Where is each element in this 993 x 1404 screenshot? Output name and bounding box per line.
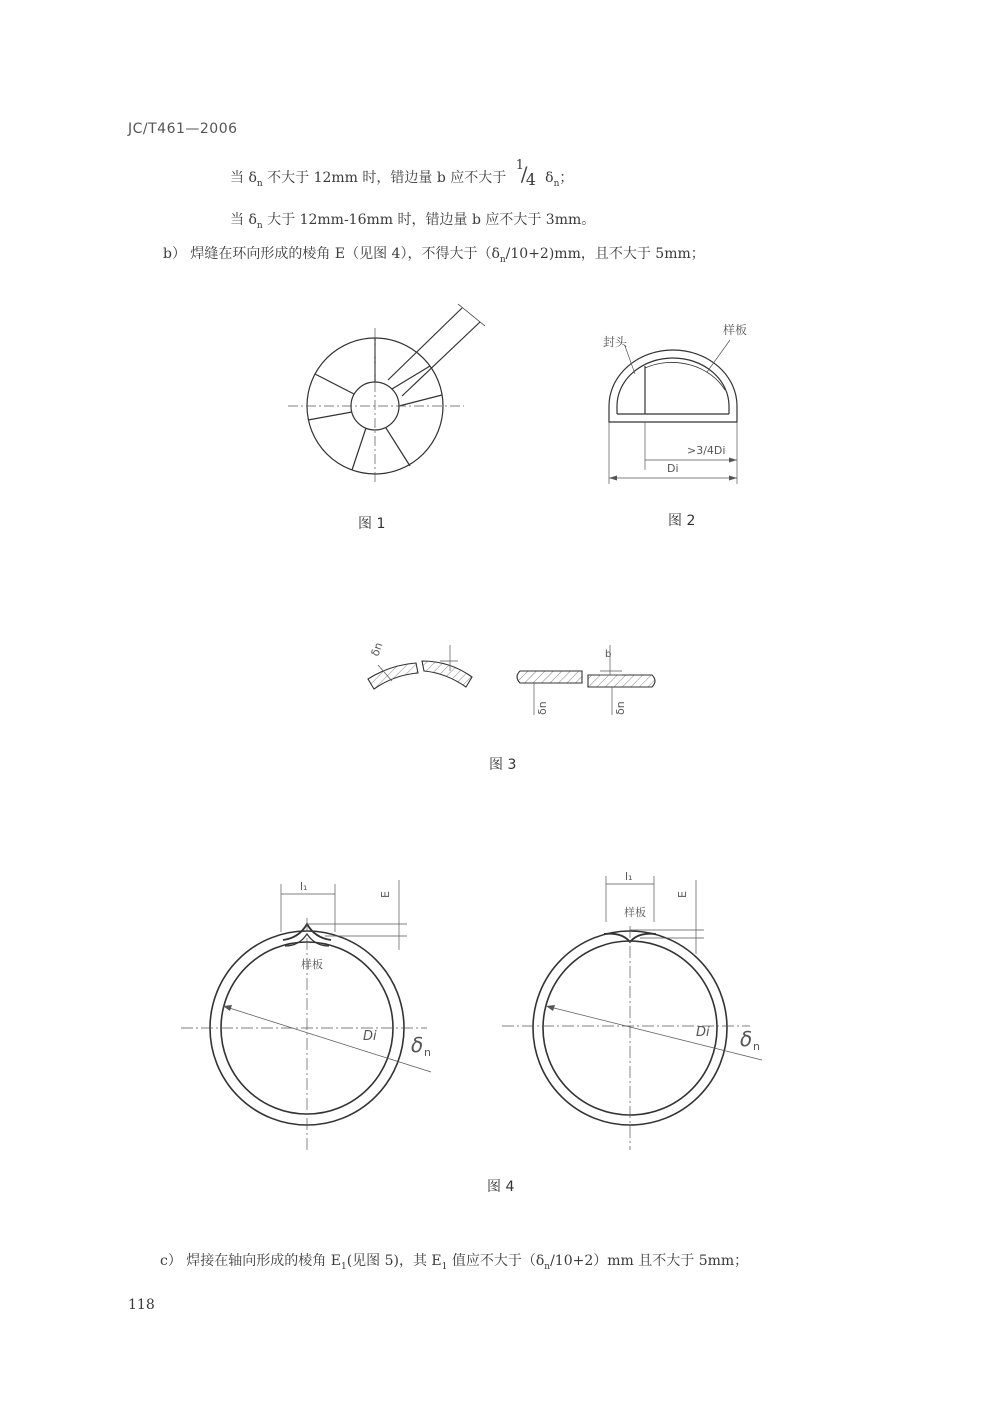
subscript: n [499,254,506,265]
label-delta-n: δn [368,640,386,659]
radial-line [399,395,442,406]
text-segment: b） 焊缝在环向形成的棱角 E（见图 4），不得大于（δ [163,246,500,262]
label-e: E [676,891,689,898]
subscript: 1 [441,1261,448,1272]
arrowhead [609,476,617,481]
label-dim-34: >3/4Di [687,444,726,457]
figure-2-drawing [595,310,765,490]
label-delta-n-right: δn [614,701,627,715]
radial-line [315,374,354,394]
figure-1-caption: 图 1 [358,516,386,532]
flat-plate-right [588,675,655,687]
label-template: 样板 [624,906,646,919]
label-delta-sub: n [424,1046,431,1059]
list-item-c [160,1250,748,1272]
dimension-line [458,304,485,326]
figure-4-right-drawing [500,860,790,1160]
label-dim-di: Di [667,462,679,475]
radial-line [386,428,410,466]
extension-line [402,322,480,396]
text-line-2 [230,209,595,231]
text-segment: 不大于 12mm 时，错边量 b 应不大于 [262,170,507,186]
text-segment: δ [545,170,554,186]
label-delta: δ [411,1033,424,1057]
fraction-one-quarter [515,158,537,189]
fraction-denominator: 4 [525,170,536,189]
label-di: Di [363,1029,377,1044]
text-segment: 值应不大于（δ [447,1253,545,1269]
diameter-leader [546,1006,762,1060]
text-segment: 大于 12mm-16mm 时，错边量 b 应不大于 3mm。 [262,212,596,228]
arrowhead [729,476,737,481]
head-outer [609,350,737,422]
radial-line [352,428,366,470]
curved-plate-right [422,661,472,687]
figure-4-left-drawing [175,860,445,1160]
text-segment: (见图 5)，其 E [346,1253,442,1269]
text-segment: 当 δ [230,212,257,228]
label-template: 样板 [301,958,323,971]
figure-1-drawing [280,300,500,500]
arrowhead [223,1005,232,1011]
diameter-leader [223,1006,431,1072]
figure-4-caption: 图 4 [487,1179,515,1195]
fraction-numerator: 1 [515,158,524,173]
label-l1: l₁ [625,870,633,883]
head-inner [617,358,729,414]
label-delta: δ [740,1027,753,1051]
label-template: 样板 [723,323,748,337]
subscript: 1 [340,1261,347,1272]
arrowhead [729,458,737,463]
subscript: n [544,1261,551,1272]
subscript: n [256,178,263,189]
label-b: b [605,649,612,660]
text-segment: c） 焊接在轴向形成的棱角 E [160,1253,341,1269]
label-delta-sub: n [753,1040,760,1053]
arrowhead [546,1005,555,1011]
curved-plate-left [368,663,418,689]
page-number: 118 [128,1297,155,1313]
label-head: 封头 [603,335,628,349]
text-segment: ； [559,170,574,186]
figure-3-drawing [360,635,680,725]
label-e: E [379,891,392,898]
document-code: JC/T461—2006 [128,121,238,137]
text-segment: /10+2）mm 且不大于 5mm； [550,1253,749,1269]
label-delta-n-left: δn [536,701,549,715]
leader-line-head [625,346,635,374]
radial-line [308,412,352,420]
template-arc [645,362,725,390]
label-l1: l₁ [300,880,308,893]
label-di: Di [696,1025,710,1040]
text-segment: 当 δ [230,170,257,186]
radial-line [392,366,430,389]
fraction-slash: / [520,162,528,186]
figure-3-caption: 图 3 [489,757,517,773]
figure-2-caption: 图 2 [668,513,696,529]
flat-plate-left [517,671,582,683]
list-item-b [163,243,705,265]
text-segment: /10+2)mm，且不大于 5mm； [505,246,705,262]
text-line-1 [230,158,574,189]
subscript: n [256,220,263,231]
subscript: n [553,178,560,189]
